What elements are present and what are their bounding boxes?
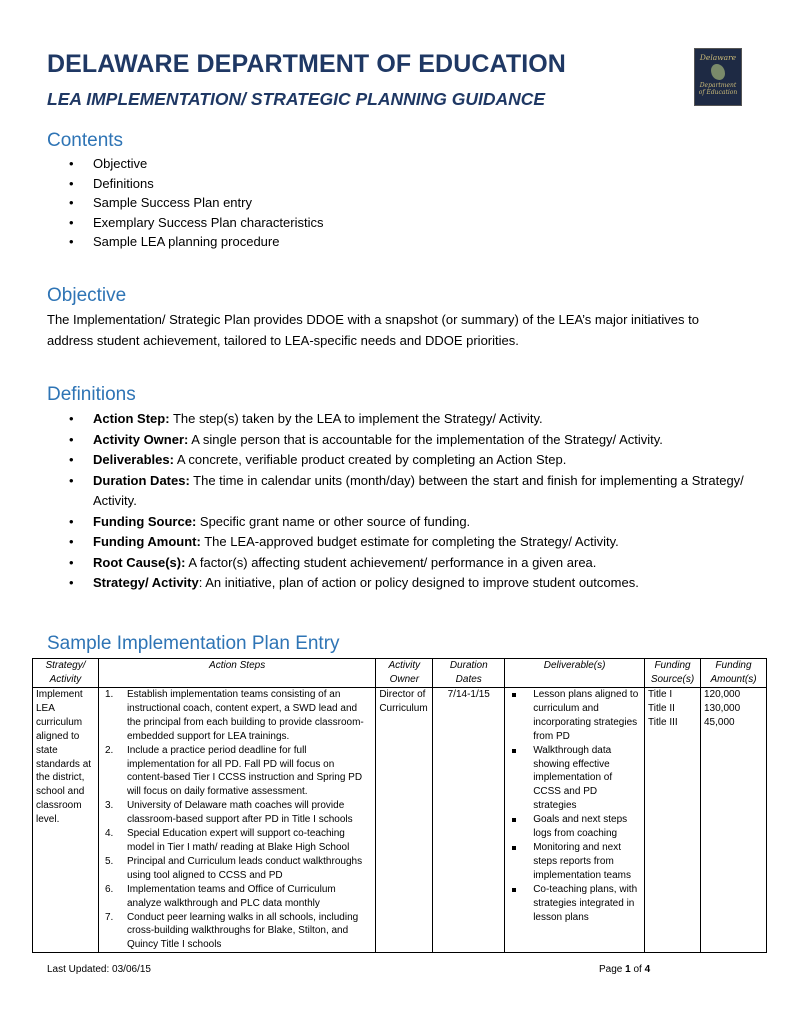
definition-term: Root Cause(s): <box>93 554 186 570</box>
deliverable-item: Monitoring and next steps reports from implementation teams <box>508 841 641 883</box>
definition-text: : An initiative, plan of action or policy designed to improve student outcomes. <box>198 575 639 590</box>
deliverable-item: Walkthrough data showing effective implementation of CCSS and PD strategies <box>508 744 641 814</box>
document-subtitle <box>47 89 545 110</box>
funding-source: Title I <box>648 689 673 700</box>
contents-item: • Sample LEA planning procedure <box>47 232 753 252</box>
definition-item <box>47 450 753 471</box>
column-header: Funding Amount(s) <box>701 659 767 688</box>
step-number: 1. <box>104 689 114 700</box>
objective-text: The Implementation/ Strategic Plan provides DDOE with a snapshot (or summary) of the LEA’s major initiatives to address student achievement, tailored to LEA-specific needs and DDOE priorities. <box>47 312 699 348</box>
definition-term: Action Step: <box>93 411 170 426</box>
definition-item <box>47 430 753 451</box>
step-number: 3. <box>104 800 114 812</box>
action-step <box>102 883 372 911</box>
definition-term: Funding Source: <box>93 513 197 529</box>
step-text: Special Education expert will support co-teaching model in Tier I math/ reading at Blake High School <box>126 828 350 853</box>
definition-text: The step(s) taken by the LEA to implement the Strategy/ Activity. <box>169 411 543 426</box>
step-number: 6. <box>104 883 114 895</box>
definition-text: The LEA-approved budget estimate for completing the Strategy/ Activity. <box>200 534 619 549</box>
action-step <box>102 744 372 800</box>
step-text: Principal and Curriculum leads conduct walkthroughs using tool aligned to CCSS and PD <box>126 855 363 881</box>
definition-item <box>47 471 753 512</box>
sample-heading: Sample Implementation Plan Entry <box>47 633 340 654</box>
action-step <box>102 799 372 827</box>
objective-heading: Objective <box>47 285 127 306</box>
definition-text: The time in calendar units (month/day) between the start and finish for implementing a Strategy/ Activity. <box>93 472 744 508</box>
column-header: Funding Source(s) <box>645 659 701 688</box>
funding-amount: 120,000 <box>704 689 741 700</box>
definition-item <box>47 532 753 553</box>
page-number: Page 1 of 4 <box>599 964 651 975</box>
dates-cell: 7/14-1/15 <box>433 688 505 953</box>
definitions-list <box>47 409 753 594</box>
step-text: Establish implementation teams consisting of an instructional coach, content expert, a SWD lead and the principal from each building to provide classroom-embedded support for LEA trainings. <box>126 689 364 742</box>
definition-item <box>47 553 753 574</box>
definitions-heading: Definitions <box>47 384 136 405</box>
column-header: Strategy/ Activity <box>33 659 99 688</box>
deliverable-item: Lesson plans aligned to curriculum and incorporating strategies from PD <box>508 688 641 744</box>
definition-text: A single person that is accountable for the implementation of the Strategy/ Activity. <box>188 431 663 447</box>
definition-text: A factor(s) affecting student achievement/ performance in a given area. <box>185 554 597 570</box>
column-header: Duration Dates <box>433 659 505 688</box>
contents-heading: Contents <box>47 130 124 151</box>
action-step <box>102 688 372 744</box>
definition-item <box>47 512 753 533</box>
delaware-map-icon <box>711 64 725 80</box>
contents-item: • Definitions <box>47 174 753 194</box>
definition-term: Strategy/ Activity <box>93 575 199 590</box>
subtitle-text: LEA IMPLEMENTATION/ STRATEGIC PLANNING GUIDANCE <box>47 89 546 109</box>
funding-source: Title III <box>648 716 678 728</box>
column-header: Activity Owner <box>376 659 433 688</box>
action-step <box>102 855 372 883</box>
definition-term: Deliverables: <box>93 452 174 467</box>
column-header: Deliverable(s) <box>505 659 645 688</box>
strategy-cell: Implement LEA curriculum aligned to state standards at the district, school and classroom level. <box>33 688 99 953</box>
funding-source: Title II <box>648 702 675 714</box>
implementation-plan-table <box>32 658 767 953</box>
step-number: 5. <box>104 855 114 867</box>
step-text: University of Delaware math coaches will provide classroom-based support after PD in Title I schools <box>126 800 353 826</box>
last-updated: Last Updated: 03/06/15 <box>47 964 151 975</box>
definition-text: A concrete, verifiable product created by completing an Action Step. <box>173 452 567 467</box>
funding-amount: 45,000 <box>704 716 735 728</box>
step-number: 4. <box>104 828 114 840</box>
delaware-doe-logo: Delaware Department of Education <box>694 48 742 106</box>
definition-term: Funding Amount: <box>93 534 201 549</box>
funding-amount: 130,000 <box>704 702 741 714</box>
step-number: 2. <box>104 744 114 756</box>
funding-source-cell <box>645 688 701 953</box>
step-text: Implementation teams and Office of Curriculum analyze walkthrough and PLC data monthly <box>126 883 336 909</box>
document-title: DELAWARE DEPARTMENT OF EDUCATION <box>47 50 566 78</box>
column-header: Action Steps <box>98 659 375 688</box>
step-text: Conduct peer learning walks in all schools, including cross-building walkthroughs for Blake, Stilton, and Quincy Title I schools <box>126 911 359 951</box>
step-text: Include a practice period deadline for full implementation for all PD. Fall PD will focus on content-based Tier I CCSS instruction and Spring PD will focus on daily formative assessment. <box>126 744 363 798</box>
contents-list <box>47 154 753 252</box>
contents-item: • Sample Success Plan entry <box>47 193 753 213</box>
deliverables-cell <box>505 688 645 953</box>
deliverable-item: Goals and next steps logs from coaching <box>508 813 641 841</box>
definition-term: Duration Dates: <box>93 472 190 488</box>
definition-text: Specific grant name or other source of funding. <box>196 513 471 529</box>
action-step <box>102 827 372 855</box>
definition-item <box>47 573 753 594</box>
action-steps-cell <box>98 688 375 953</box>
table-header-row <box>33 659 767 688</box>
owner-cell: Director of Curriculum <box>376 688 433 953</box>
definition-item <box>47 409 753 430</box>
table-row <box>33 688 767 953</box>
deliverable-item: Co-teaching plans, with strategies integrated in lesson plans <box>508 883 641 925</box>
action-step <box>102 911 372 953</box>
funding-amount-cell <box>701 688 767 953</box>
step-number: 7. <box>104 911 114 923</box>
contents-item: • Exemplary Success Plan characteristics <box>47 213 753 233</box>
definition-term: Activity Owner: <box>93 431 189 447</box>
contents-item: • Objective <box>47 154 753 174</box>
